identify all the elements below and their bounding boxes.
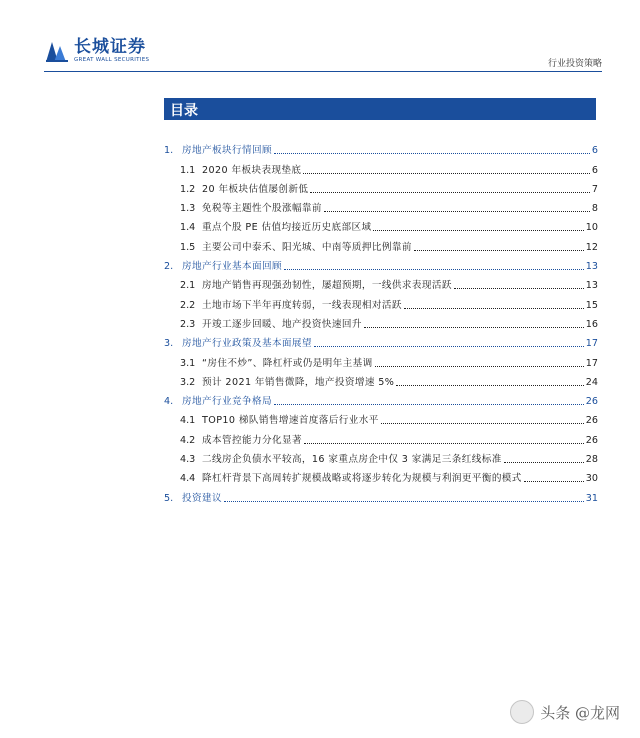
- toc-entry-number: 1.5: [180, 241, 196, 253]
- toc-entry-page: 6: [591, 164, 598, 176]
- toc-entry[interactable]: [164, 466, 598, 485]
- toc-entry-label: 成本管控能力分化显著: [202, 434, 302, 446]
- toc-dot-leader: [414, 250, 584, 251]
- toc-entry-number: 4.3: [180, 454, 196, 466]
- toc-entry-page: 28: [585, 454, 598, 466]
- toc-entry-number: 2.3: [180, 318, 196, 330]
- toc-dot-leader: [284, 269, 584, 270]
- toc-entry[interactable]: [164, 273, 598, 292]
- toc-entry-number: 4.: [164, 396, 174, 408]
- toc-entry[interactable]: [164, 138, 598, 157]
- toc-dot-leader: [224, 501, 584, 502]
- toc-entry[interactable]: [164, 485, 598, 504]
- toc-entry-page: 16: [585, 318, 598, 330]
- report-type-label: 行业投资策略: [547, 59, 602, 69]
- toc-entry[interactable]: [164, 408, 598, 427]
- toc-entry-page: 17: [585, 338, 598, 350]
- toc-dot-leader: [304, 443, 584, 444]
- toc-entry-number: 1.3: [180, 203, 196, 215]
- toc-dot-leader: [396, 385, 583, 386]
- toc-entry[interactable]: [164, 292, 598, 311]
- toc-entry-label: 预计 2021 年销售微降，地产投资增速 5%: [202, 376, 395, 388]
- toc-dot-leader: [324, 211, 590, 212]
- toc-entry-label: 开竣工逐步回暖、地产投资快速回升: [202, 318, 362, 330]
- toc-entry-label: 免税等主题性个股涨幅靠前: [202, 203, 322, 215]
- toc-dot-leader: [504, 462, 584, 463]
- toc-entry[interactable]: [164, 215, 598, 234]
- toc-entry-label: 房地产销售再现强劲韧性，屡超预期，一线供求表现活跃: [202, 280, 452, 292]
- toc-entry-page: 15: [585, 299, 598, 311]
- toc-dot-leader: [274, 404, 584, 405]
- toc-dot-leader: [404, 308, 584, 309]
- toc-entry-number: 4.4: [180, 473, 196, 485]
- toc-entry-page: 17: [585, 357, 598, 369]
- toc-entry-label: 主要公司中泰禾、阳光城、中南等质押比例靠前: [202, 241, 412, 253]
- toc-entry-number: 4.2: [180, 434, 196, 446]
- toc-title-bar: [164, 98, 596, 120]
- toc-entry-label: 二线房企负债水平较高，16 家重点房企中仅 3 家满足三条红线标准: [202, 454, 502, 466]
- toc-entry-number: 3.1: [180, 357, 196, 369]
- toc-entry[interactable]: [164, 370, 598, 389]
- table-of-contents: [164, 138, 598, 505]
- toc-entry-number: 2.2: [180, 299, 196, 311]
- toc-dot-leader: [454, 288, 584, 289]
- toc-entry-number: 3.: [164, 338, 174, 350]
- toc-dot-leader: [310, 192, 589, 193]
- great-wall-logo-icon: [44, 38, 70, 64]
- toc-entry[interactable]: [164, 427, 598, 446]
- toc-title: 目录: [170, 103, 198, 119]
- toc-entry-label: 房地产行业基本面回顾: [182, 261, 282, 273]
- toc-dot-leader: [524, 481, 584, 482]
- toc-entry-number: 2.: [164, 261, 174, 273]
- toc-entry[interactable]: [164, 177, 598, 196]
- company-logo: [44, 38, 149, 64]
- toc-dot-leader: [373, 230, 583, 231]
- toc-entry-label: 2020 年板块表现垫底: [202, 164, 302, 176]
- toc-entry-page: 12: [585, 241, 598, 253]
- logo-english-name: GREAT WALL SECURITIES: [74, 57, 150, 63]
- toc-entry-label: 降杠杆背景下高周转扩规模战略或将逐步转化为规模与利润更平衡的模式: [202, 473, 522, 485]
- toc-entry-number: 1.4: [180, 222, 196, 234]
- toc-entry-page: 31: [585, 492, 598, 504]
- toc-entry-page: 26: [585, 415, 598, 427]
- toc-dot-leader: [274, 153, 590, 154]
- toc-dot-leader: [364, 327, 584, 328]
- toc-entry-page: 26: [585, 396, 598, 408]
- toc-entry-page: 30: [585, 473, 598, 485]
- toc-entry-number: 1.2: [180, 183, 196, 195]
- watermark-text: 头条 @龙网: [540, 703, 620, 722]
- toc-entry-number: 1.: [164, 145, 174, 157]
- watermark-avatar-icon: [510, 700, 534, 724]
- header-divider: [44, 71, 602, 72]
- toc-entry-page: 13: [585, 280, 598, 292]
- toc-dot-leader: [381, 423, 584, 424]
- toc-entry-label: 房地产行业竞争格局: [182, 396, 272, 408]
- toc-entry-page: 8: [591, 203, 598, 215]
- toc-entry-label: “房住不炒”、降杠杆或仍是明年主基调: [202, 357, 373, 369]
- toc-entry-number: 2.1: [180, 280, 196, 292]
- toc-entry-page: 26: [585, 434, 598, 446]
- watermark: [510, 700, 620, 724]
- toc-entry[interactable]: [164, 196, 598, 215]
- logo-chinese-name: 长城证券: [74, 37, 146, 57]
- toc-entry-page: 24: [585, 376, 598, 388]
- toc-entry[interactable]: [164, 447, 598, 466]
- toc-entry[interactable]: [164, 234, 598, 253]
- toc-entry-label: 重点个股 PE 估值均接近历史底部区域: [202, 222, 372, 234]
- page-header: [44, 38, 602, 68]
- toc-entry-label: TOP10 梯队销售增速首度落后行业水平: [202, 415, 379, 427]
- toc-entry-number: 3.2: [180, 376, 196, 388]
- toc-entry-label: 投资建议: [182, 492, 222, 504]
- toc-entry-number: 5.: [164, 492, 174, 504]
- toc-entry-number: 4.1: [180, 415, 196, 427]
- toc-entry-label: 20 年板块估值屡创新低: [202, 183, 309, 195]
- toc-entry-page: 10: [585, 222, 598, 234]
- toc-entry[interactable]: [164, 331, 598, 350]
- toc-entry[interactable]: [164, 350, 598, 369]
- toc-entry-number: 1.1: [180, 164, 196, 176]
- toc-dot-leader: [303, 173, 589, 174]
- toc-entry-label: 房地产行业政策及基本面展望: [182, 338, 312, 350]
- toc-entry-page: 6: [591, 145, 598, 157]
- toc-entry-page: 7: [591, 183, 598, 195]
- toc-dot-leader: [314, 346, 584, 347]
- toc-dot-leader: [375, 366, 584, 367]
- toc-entry[interactable]: [164, 254, 598, 273]
- toc-entry[interactable]: [164, 312, 598, 331]
- toc-entry-label: 土地市场下半年再度转弱，一线表现相对活跃: [202, 299, 402, 311]
- toc-entry-label: 房地产板块行情回顾: [182, 145, 272, 157]
- toc-entry-page: 13: [585, 261, 598, 273]
- toc-entry[interactable]: [164, 157, 598, 176]
- toc-entry[interactable]: [164, 389, 598, 408]
